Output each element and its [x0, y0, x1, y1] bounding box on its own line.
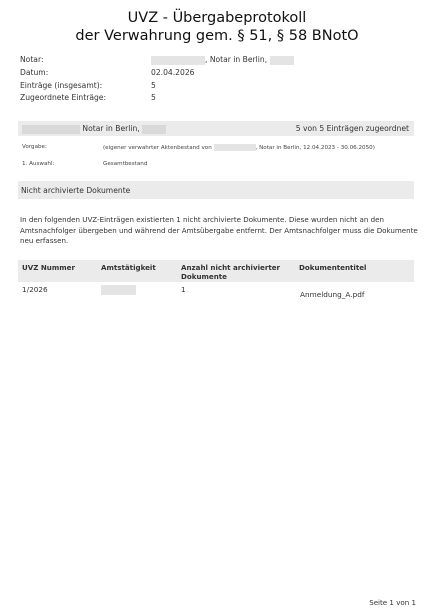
redacted-name [270, 56, 294, 65]
col-uvz-nummer: UVZ Nummer [22, 263, 75, 272]
cell-uvz: 1/2026 [22, 285, 48, 294]
meta-eintraege-label: Einträge (insgesamt): [20, 81, 103, 90]
section-title: Nicht archivierte Dokumente [21, 186, 131, 195]
notar-summary-bar [18, 121, 414, 136]
cell-titel: Anmeldung_A.pdf [300, 290, 365, 299]
meta-notar-suffix: , Notar in Berlin, [205, 55, 268, 64]
vorgabe-label: Vorgabe: [22, 144, 47, 150]
meta-zugeordnet-value: 5 [151, 93, 156, 102]
redacted-name [151, 56, 205, 65]
col-anzahl: Anzahl nicht archivierter Dokumente [181, 263, 281, 281]
table-header [18, 260, 414, 282]
vorgabe-text [103, 144, 375, 151]
title-line-1: UVZ - Übergabeprotokoll [127, 10, 307, 26]
meta-eintraege-value: 5 [151, 81, 156, 90]
meta-notar-label: Notar: [20, 55, 44, 64]
page-number: Seite 1 von 1 [369, 598, 416, 607]
cell-anzahl: 1 [181, 285, 186, 294]
col-amtstaetigkeit: Amtstätigkeit [101, 263, 156, 272]
meta-datum-label: Datum: [20, 68, 49, 77]
vorgabe-suffix: , Notar in Berlin, 12.04.2023 - 30.06.2050) [255, 145, 375, 151]
section-paragraph: In den folgenden UVZ-Einträgen existierten 1 nicht archivierte Dokumente. Diese wurden nicht an den Amtsnachfolger übergeben und während der Amtsübergabe entfernt. Der Amtsnachfolger muss die Dokumente neu erfassen. [20, 215, 418, 245]
section-header [18, 181, 414, 199]
auswahl-value: Gesamtbestand [103, 161, 148, 167]
meta-notar-value [151, 55, 294, 65]
redacted-name [22, 125, 80, 134]
meta-datum-value: 02.04.2026 [151, 68, 195, 77]
assigned-count: 5 von 5 Einträgen zugeordnet [295, 124, 409, 133]
vorgabe-prefix: (eigener verwahrter Aktenbestand von [103, 145, 212, 151]
document-title [0, 9, 434, 45]
title-line-2: der Verwahrung gem. § 51, § 58 BNotO [75, 28, 359, 44]
redacted-name [214, 144, 256, 151]
auswahl-label: 1. Auswahl: [22, 161, 55, 167]
col-dokumententitel: Dokumententitel [299, 263, 367, 272]
redacted-amtstaetigkeit [101, 285, 136, 295]
notar-bar-left [22, 124, 166, 134]
meta-zugeordnet-label: Zugeordnete Einträge: [20, 93, 107, 102]
notar-bar-text: Notar in Berlin, [82, 124, 140, 133]
redacted-name [142, 125, 166, 134]
